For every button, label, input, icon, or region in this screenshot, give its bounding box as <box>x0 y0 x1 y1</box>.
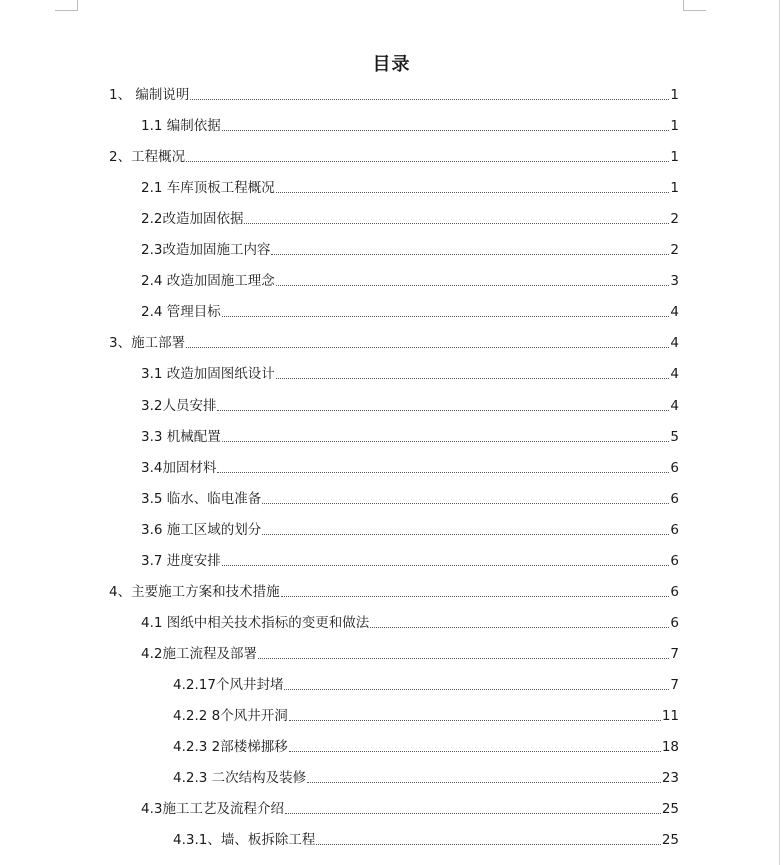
toc-dot-leader <box>222 129 670 131</box>
toc-entry-page-number: 4 <box>670 366 679 383</box>
toc-entry-text: 1.1 编制依据 <box>141 118 221 134</box>
toc-entry-page-number: 3 <box>670 273 679 290</box>
toc-entry-page-number: 25 <box>661 801 679 818</box>
toc-entry-page-number: 2 <box>670 211 679 228</box>
toc-entry-text: 3、施工部署 <box>109 335 186 352</box>
toc-entry-page-number: 18 <box>661 739 679 756</box>
toc-dot-leader <box>271 253 669 255</box>
toc-entry[interactable] <box>109 146 679 166</box>
toc-entry-text: 3.6 施工区域的划分 <box>141 521 262 538</box>
toc-entry-text: 3.5 临水、临电准备 <box>141 490 262 507</box>
toc-dot-leader <box>289 750 661 752</box>
toc-dot-leader <box>190 98 669 100</box>
toc-entry[interactable] <box>173 674 679 694</box>
toc-entry[interactable] <box>173 705 679 725</box>
toc-dot-leader <box>276 284 670 286</box>
toc-dot-leader <box>284 688 669 690</box>
toc-entry-page-number: 25 <box>661 832 679 849</box>
toc-entry[interactable] <box>141 115 679 135</box>
page-edge-line <box>779 0 780 865</box>
toc-dot-leader <box>262 533 669 535</box>
toc-entry[interactable] <box>141 239 679 259</box>
margin-corner-mark-left <box>55 0 78 11</box>
toc-entry-text: 4.3施工工艺及流程介绍 <box>141 801 284 818</box>
toc-entry-text: 4.2.2 8个风井开洞 <box>173 708 288 724</box>
toc-entry[interactable] <box>141 457 679 477</box>
toc-entry-text: 4.2.3 二次结构及装修 <box>173 770 307 787</box>
toc-entry-text: 1、 编制说明 <box>109 87 190 103</box>
toc-entry-text: 3.3 机械配置 <box>141 428 221 445</box>
toc-entry-page-number: 7 <box>670 645 679 662</box>
toc-entry[interactable] <box>141 270 679 290</box>
toc-dot-leader <box>276 377 670 379</box>
toc-entry-page-number: 6 <box>670 614 679 631</box>
toc-entry-page-number: 6 <box>670 459 679 476</box>
toc-entry-page-number: 1 <box>670 149 679 166</box>
toc-entry[interactable] <box>141 550 679 570</box>
margin-corner-mark-right <box>683 0 706 11</box>
toc-entry-page-number: 6 <box>670 583 679 600</box>
toc-dot-leader <box>316 843 660 845</box>
toc-entry-page-number: 6 <box>670 490 679 507</box>
toc-entry-text: 3.1 改造加固图纸设计 <box>141 366 275 383</box>
toc-dot-leader <box>222 440 670 442</box>
toc-entry-text: 2.3改造加固施工内容 <box>141 242 271 259</box>
toc-entry-text: 4.1 图纸中相关技术指标的变更和做法 <box>141 614 370 631</box>
toc-entry-page-number: 1 <box>670 118 679 134</box>
toc-entry-text: 2、工程概况 <box>109 149 186 166</box>
toc-entry[interactable] <box>109 332 679 352</box>
toc-entry-text: 4.2.3 2部楼梯挪移 <box>173 739 288 756</box>
toc-entry-text: 4、主要施工方案和技术措施 <box>109 583 280 600</box>
toc-entry-text: 2.2改造加固依据 <box>141 211 244 228</box>
toc-entry-page-number: 1 <box>670 180 679 197</box>
toc-title: 目录 <box>372 54 411 75</box>
toc-entry[interactable] <box>141 643 679 663</box>
toc-entry-text: 2.1 车库顶板工程概况 <box>141 180 275 197</box>
toc-entry-text: 4.2施工流程及部署 <box>141 645 257 662</box>
toc-entry[interactable] <box>141 363 679 383</box>
toc-dot-leader <box>307 781 661 783</box>
toc-entry-text: 4.3.1、墙、板拆除工程 <box>173 832 316 849</box>
toc-entry-text: 3.7 进度安排 <box>141 552 221 569</box>
toc-entry-text: 2.4 管理目标 <box>141 304 221 321</box>
toc-dot-leader <box>262 502 669 504</box>
toc-dot-leader <box>222 315 670 317</box>
toc-entry[interactable] <box>141 177 679 197</box>
toc-dot-leader <box>281 595 670 597</box>
toc-entry-text: 2.4 改造加固施工理念 <box>141 273 275 290</box>
toc-entry-page-number: 11 <box>661 708 679 724</box>
toc-entry-page-number: 4 <box>670 335 679 352</box>
toc-entry[interactable] <box>109 84 679 104</box>
toc-entry[interactable] <box>141 488 679 508</box>
toc-entry-page-number: 2 <box>670 242 679 259</box>
toc-dot-leader <box>285 812 661 814</box>
toc-dot-leader <box>258 657 669 659</box>
toc-entry[interactable] <box>173 767 679 787</box>
toc-entry-page-number: 4 <box>670 397 679 414</box>
toc-entry-page-number: 4 <box>670 304 679 321</box>
toc-entry[interactable] <box>109 581 679 601</box>
toc-entry-page-number: 23 <box>661 770 679 787</box>
toc-entry-page-number: 5 <box>670 428 679 445</box>
toc-entry-page-number: 6 <box>670 521 679 538</box>
toc-entry[interactable] <box>173 829 679 849</box>
toc-entry-page-number: 1 <box>670 87 679 103</box>
toc-dot-leader <box>276 191 670 193</box>
toc-entry-text: 3.4加固材料 <box>141 459 217 476</box>
toc-dot-leader <box>289 719 661 721</box>
toc-entry[interactable] <box>141 612 679 632</box>
toc-dot-leader <box>222 564 670 566</box>
toc-dot-leader <box>370 626 669 628</box>
toc-entry[interactable] <box>141 395 679 415</box>
toc-entry[interactable] <box>173 736 679 756</box>
toc-entry[interactable] <box>141 426 679 446</box>
toc-entry-text: 4.2.17个风井封堵 <box>173 677 284 693</box>
toc-entry[interactable] <box>141 301 679 321</box>
toc-dot-leader <box>186 346 669 348</box>
toc-dot-leader <box>244 222 669 224</box>
toc-entry-text: 3.2人员安排 <box>141 397 217 414</box>
toc-dot-leader <box>217 471 669 473</box>
toc-dot-leader <box>217 409 669 411</box>
toc-entry[interactable] <box>141 519 679 539</box>
toc-dot-leader <box>186 160 669 162</box>
toc-entry-page-number: 7 <box>670 677 679 693</box>
toc-entry[interactable] <box>141 208 679 228</box>
toc-entry[interactable] <box>141 798 679 818</box>
toc-entry-page-number: 6 <box>670 552 679 569</box>
